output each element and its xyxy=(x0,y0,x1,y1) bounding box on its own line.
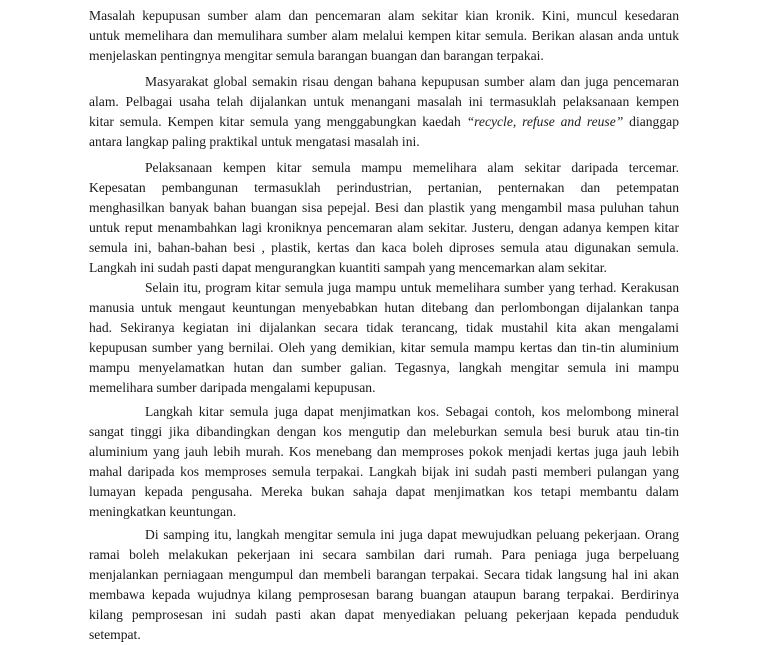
text-line: mampu menyelamatkan hutan dan sumber galian. Tegasnya, langkah mengitar semula ini mampu xyxy=(89,360,679,375)
text-line: menjelaskan pentingnya mengitar semula barangan buangan dan barangan terpakai. xyxy=(89,48,544,63)
text-line: Di samping itu, langkah mengitar semula ini juga dapat mewujudkan peluang pekerjaan. Orang xyxy=(145,527,679,542)
text-line: had. Sekiranya kegiatan ini dijalankan secara tidak terancang, tidak mustahil kita akan mengalami xyxy=(89,320,679,335)
question-paragraph xyxy=(89,6,679,66)
text-line: semula ini, bahan-bahan besi , plastik, kertas dan kaca boleh diproses semula atau digunakan semula. xyxy=(89,240,679,255)
text-line: Masalah kepupusan sumber alam dan pencemaran alam sekitar kian kronik. Kini, muncul kesedaran xyxy=(89,8,679,23)
text-line: manusia untuk mengaut keuntungan menyebabkan hutan ditebang dan perlombongan dijalankan tanpa xyxy=(89,300,679,315)
emphasis-phrase: “recycle, refuse and reuse” xyxy=(466,114,624,129)
text-line: Selain itu, program kitar semula juga mampu untuk memelihara sumber yang terhad. Kerakusan xyxy=(145,280,679,295)
text-line: Langkah kitar semula juga dapat menjimatkan kos. Sebagai contoh, kos melombong mineral xyxy=(145,404,679,419)
text-segment: kitar semula. Kempen kitar semula yang menggabungkan kaedah xyxy=(89,114,461,129)
paragraph-point-cost xyxy=(89,402,679,522)
text-segment: dianggap xyxy=(629,114,679,129)
text-line: ramai boleh melakukan pekerjaan ini secara sambilan dari rumah. Para peniaga juga berpeluang xyxy=(89,547,679,562)
text-line: memelihara sumber daripada mengalami kepupusan. xyxy=(89,380,376,395)
paragraph-point-resources xyxy=(89,278,679,398)
text-line: menghasilkan banyak bahan buangan sisa pepejal. Besi dan plastik yang mengambil masa puluhan tahun xyxy=(89,200,679,215)
paragraph-point-pollution xyxy=(89,158,679,278)
text-line: menjalankan perniagaan mengumpul dan membeli barangan terpakai. Secara tidak langsung hal ini akan xyxy=(89,567,679,582)
text-line: setempat. xyxy=(89,627,141,642)
text-line: kilang pemprosesan ini sudah pasti akan dapat menyediakan peluang pekerjaan kepada penduduk xyxy=(89,607,679,622)
paragraph-point-jobs xyxy=(89,525,679,645)
text-line: untuk reput menambahkan lagi kroniknya pencemaran alam sekitar. Justeru, dengan adanya kempen kitar xyxy=(89,220,679,235)
text-line-with-emphasis xyxy=(89,112,679,132)
text-line: alam. Pelbagai usaha telah dijalankan untuk menangani masalah ini termasuklah pelaksanaan kempen xyxy=(89,94,679,109)
text-line: meningkatkan keuntungan. xyxy=(89,504,237,519)
text-line: Pelaksanaan kempen kitar semula mampu memelihara alam sekitar daripada tercemar. xyxy=(145,160,679,175)
text-line: untuk memelihara dan memulihara sumber alam melalui kempen kitar semula. Berikan alasan anda untuk xyxy=(89,28,679,43)
text-line: aluminium yang jauh lebih murah. Kos menebang dan memproses pokok menjadi kertas juga jauh lebih xyxy=(89,444,679,459)
text-line: membawa kepada wujudnya kilang pemprosesan barang buangan ataupun barang terpakai. Berdirinya xyxy=(89,587,679,602)
text-line: sangat tinggi jika dibandingkan dengan kos mengutip dan meleburkan semula besi buruk atau tin-tin xyxy=(89,424,679,439)
text-line: Langkah ini sudah pasti dapat mengurangkan kuantiti sampah yang mencemarkan alam sekitar. xyxy=(89,260,607,275)
text-line: kepupusan sumber yang bernilai. Oleh yang demikian, kitar semula mampu kertas dan tin-tin aluminium xyxy=(89,340,679,355)
text-line: Kepesatan pembangunan termasuklah perindustrian, pertanian, penternakan dan petempatan xyxy=(89,180,679,195)
text-line: lumayan kepada pengusaha. Mereka bukan sahaja dapat menjimatkan kos tetapi membantu dalam xyxy=(89,484,679,499)
text-line: mahal daripada kos memproses semula terpakai. Langkah bijak ini sudah pasti memberi pulangan yang xyxy=(89,464,679,479)
paragraph-introduction xyxy=(89,72,679,152)
text-line: antara langkap paling praktikal untuk mengatasi masalah ini. xyxy=(89,134,420,149)
text-line: Masyarakat global semakin risau dengan bahana kepupusan sumber alam dan juga pencemaran xyxy=(145,74,679,89)
